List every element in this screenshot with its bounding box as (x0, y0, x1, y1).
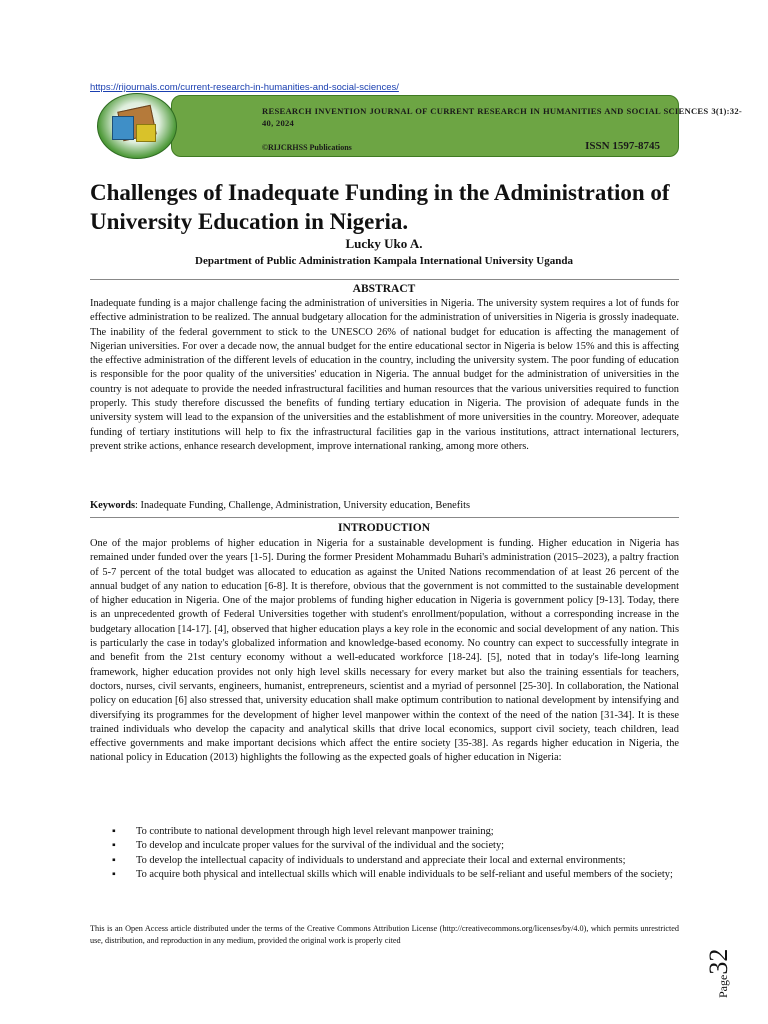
keywords-label: Keywords (90, 500, 136, 511)
paper-title: Challenges of Inadequate Funding in the Administration of University Education in Nigeria. (90, 180, 670, 234)
divider (90, 517, 679, 518)
keywords-text: : Inadequate Funding, Challenge, Administration, University education, Benefits (135, 500, 471, 511)
journal-banner (97, 93, 742, 159)
abstract-text: Inadequate funding is a major challenge facing the administration of universities in Nigeria. The university system requires a lot of funds for effective administration to be realized. The annual budgetary allocation for the administration of universities in Nigeria is grossly inadequate. The inability of the federal government to stick to the UNESCO 26% of national budget for education is affecting the management of Nigerian universities. For over a decade now, the annual budget for the entire educational sector in Nigeria is below 15% and this is affecting the effective administration of the different levels of education in the country, including the university system. The poor funding of education is responsible for the poor quality of the universities' education in Nigeria. The annual budget for the administration of universities in the country is not adequate to provide the needed infrastructural facilities and human resources that the various universities required to function properly. This study therefore discussed the benefits of funding tertiary education in Nigeria. The provision of adequate funds in the university system will lead to the expansion of the universities and the establishment of more universities in the country. Moreover, adequate funding of tertiary institutions will help to fix the infrastructural facilities gap in the various institutions, attract international lecturers, prevent strike actions, enhance research development, improve international ranking, among more others. (90, 298, 679, 452)
list-item: ▪ To acquire both physical and intellectual skills which will enable individuals to be self-reliant and useful members of the society; (112, 868, 679, 882)
divider (90, 279, 679, 280)
bullet-icon: ▪ (112, 840, 116, 852)
list-item: ▪ To develop and inculcate proper values for the survival of the individual and the society; (112, 839, 679, 853)
author-name: Lucky Uko A. (345, 236, 423, 251)
publisher-name: ©RIJCRHSS Publications (262, 143, 352, 152)
list-item: ▪ To contribute to national development through high level relevant manpower training; (112, 825, 679, 839)
journal-title: RESEARCH INVENTION JOURNAL OF CURRENT RESEARCH IN HUMANITIES AND SOCIAL SCIENCES 3(1):32-40, 2024 (262, 106, 742, 128)
introduction-text: One of the major problems of higher education in Nigeria for a sustainable development is funding. Higher education in Nigeria has remained under funded over the years [1-5]. During the former President Mohammadu Buhari's administration (2015–2023), a paltry fraction of 5-7 percent of the total budget was allocated to education as against the United Nations recommendation of at least 26 percent of the annual budget of any nation to education [6-8]. It is therefore, obvious that the government is not committed to the sustainable development of higher education in Nigeria. One of the major problems of funding higher education in Nigeria is government policy [9-13]. Today, there is an unprecedented growth of Federal Universities together with student's enrollment/population, without a corresponding increase in the budgetary allocation [14-17]. [4], observed that higher education plays a key role in the economic and social development of any nation. This is particularly the case in today's globalized information and knowledge-based economy. No country can expect to successfully integrate in and benefit from the 21st century economy without a well-educated workforce [18-24]. [5], noted that in today's life-long learning framework, higher education provides not only high level skills necessary for every market but also the training essentials for teachers, doctors, nurses, civil servants, engineers, humanist, entrepreneurs, scientist and a myriad of personnel [25-30]. In collaboration, the National policy on education [6] also stressed that, university education shall make optimum contribution to national development by intensifying and diversifying its programmes for the development of higher level manpower within the context of the need of the nation [31-34]. It is these trained individuals who develop the capacity and analytical skills that drive local economics, support civil society, teach children, lead effective governments and make important decisions which affect the entire society [35-38]. As regards higher education in Nigeria, the national policy in Education (2013) highlights the following as the expected goals of higher education in Nigeria: (90, 538, 679, 764)
goals-list (112, 825, 679, 882)
introduction-heading: INTRODUCTION (337, 522, 430, 534)
license-footer: This is an Open Access article distributed under the terms of the Creative Commons Attribution License (http://creativecommons.org/licenses/by/4.0), which permits unrestricted use, distribution, and reproduction in any medium, provided the original work is properly cited (90, 924, 679, 945)
journal-url-link[interactable]: https://rijournals.com/current-research-in-humanities-and-social-sciences/ (90, 82, 399, 93)
page-label: Page (716, 974, 730, 998)
bullet-icon: ▪ (112, 868, 116, 880)
page-number-value: 32 (704, 948, 733, 975)
author-affiliation: Department of Public Administration Kampala International University Uganda (195, 255, 573, 267)
keywords-line (90, 500, 679, 511)
page-number (704, 918, 764, 998)
abstract-heading: ABSTRACT (352, 283, 416, 295)
issn-number: ISSN 1597-8745 (585, 140, 660, 152)
banner-box (171, 95, 742, 157)
bullet-icon: ▪ (112, 826, 116, 837)
journal-logo-icon (97, 93, 177, 159)
bullet-icon: ▪ (112, 854, 116, 866)
list-item: ▪ To develop the intellectual capacity of individuals to understand and appreciate their local and external environments; (112, 854, 679, 868)
